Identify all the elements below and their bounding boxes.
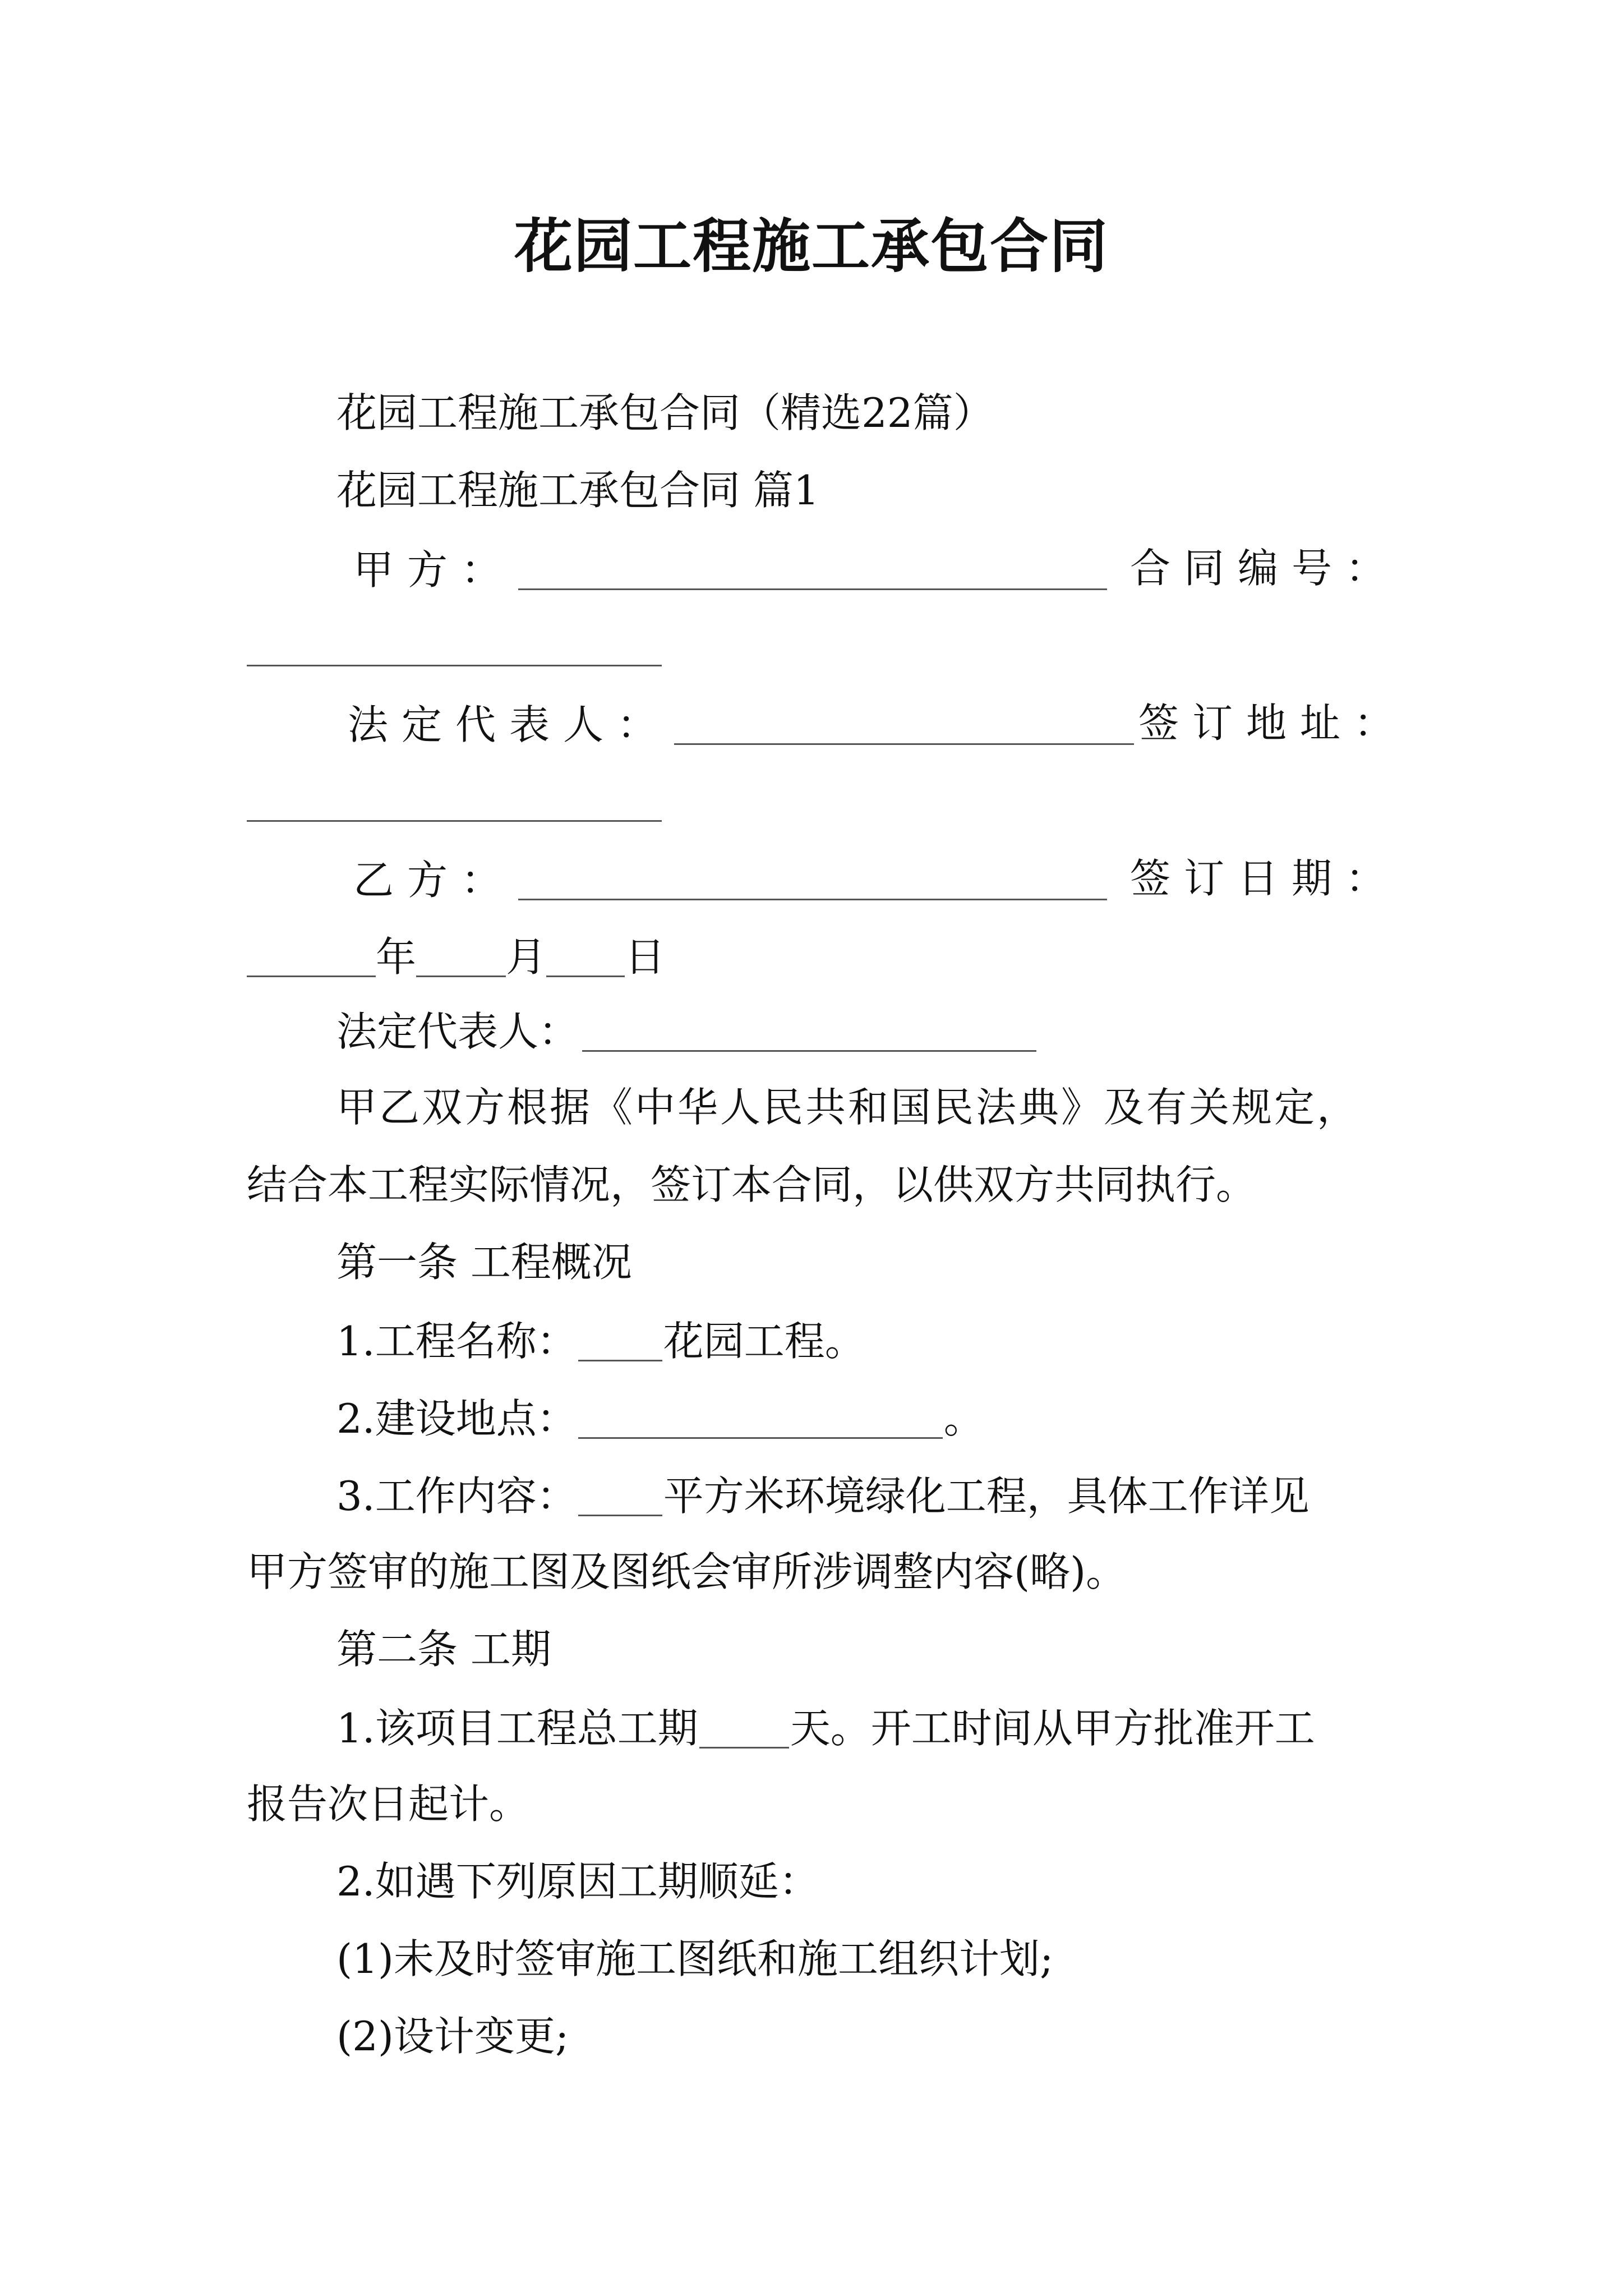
- party-a-blank: [518, 548, 1107, 590]
- sign-address-blank: [247, 780, 662, 822]
- article-2-item-2-2: (2)设计变更;: [336, 2013, 569, 2060]
- duration-blank: [699, 1706, 789, 1749]
- sign-address-row: [247, 780, 662, 822]
- day-label: 日: [625, 933, 666, 981]
- contract-no-label: 合同编号：: [1130, 545, 1400, 592]
- article-1-heading: 第一条 工程概况: [336, 1239, 632, 1286]
- article-1-item-3: [336, 1473, 1310, 1520]
- project-name-blank: [578, 1319, 662, 1361]
- legal-rep-2-blank: [582, 1010, 1036, 1052]
- work-content-label: 3.工作内容：: [336, 1473, 577, 1520]
- article-1-item-3-cont: 甲方签审的施工图及图纸会审所涉调整内容(略)。: [247, 1548, 1127, 1595]
- contract-no-label-wrap: [1130, 545, 1400, 592]
- project-name-suffix: 花园工程。: [663, 1318, 865, 1365]
- party-b-blank: [518, 858, 1107, 900]
- location-blank: [578, 1397, 943, 1439]
- document-title: 花园工程施工承包合同: [514, 211, 1109, 280]
- article-2-item-1: [336, 1705, 1315, 1752]
- sign-address-label-wrap: [1138, 700, 1408, 747]
- party-b-row: [353, 857, 1110, 904]
- article-1-item-1: [336, 1318, 865, 1365]
- duration-label: 1.该项目工程总工期: [336, 1705, 698, 1752]
- intro-line-1: 甲乙双方根据《中华人民共和国民法典》及有关规定，: [336, 1084, 1360, 1131]
- legal-rep-2-row: [336, 1008, 1040, 1055]
- section-heading: 花园工程施工承包合同 篇1: [336, 467, 819, 514]
- sign-address-label: 签订地址：: [1138, 700, 1408, 747]
- year-blank: [247, 935, 376, 977]
- sign-date-label: 签订日期：: [1130, 855, 1400, 902]
- year-label: 年: [376, 933, 417, 981]
- duration-text: 天。开工时间从甲方批准开工: [790, 1705, 1315, 1752]
- party-a-label: 甲方：: [353, 546, 515, 593]
- party-b-label: 乙方：: [353, 857, 515, 904]
- location-label: 2.建设地点：: [336, 1395, 577, 1442]
- month-label: 月: [506, 933, 547, 981]
- sign-date-row: [247, 933, 666, 981]
- location-suffix: 。: [943, 1395, 984, 1442]
- party-a-row: [353, 546, 1110, 593]
- day-blank: [546, 935, 625, 977]
- article-2-item-1-cont: 报告次日起计。: [247, 1780, 530, 1828]
- subtitle: 花园工程施工承包合同（精选22篇）: [336, 389, 994, 436]
- month-blank: [416, 935, 506, 977]
- article-1-item-2: [336, 1395, 984, 1442]
- project-name-label: 1.工程名称：: [336, 1318, 577, 1365]
- article-2-heading: 第二条 工期: [336, 1626, 551, 1673]
- intro-line-2: 结合本工程实际情况，签订本合同，以供双方共同执行。: [247, 1161, 1257, 1208]
- article-2-item-2-1: (1)未及时签审施工图纸和施工组织计划;: [336, 1935, 1054, 1982]
- contract-no-blank: [247, 624, 662, 666]
- work-content-blank: [578, 1474, 662, 1516]
- legal-rep-1-row: [348, 701, 1137, 748]
- contract-no-row: [247, 624, 662, 666]
- legal-rep-1-blank: [674, 703, 1134, 745]
- article-2-item-2: 2.如遇下列原因工期顺延：: [336, 1858, 819, 1905]
- sign-date-label-wrap: [1130, 855, 1400, 902]
- legal-rep-1-label: 法定代表人：: [348, 701, 671, 748]
- legal-rep-2-label: 法定代表人：: [336, 1008, 579, 1055]
- work-content-text: 平方米环境绿化工程，具体工作详见: [663, 1473, 1310, 1520]
